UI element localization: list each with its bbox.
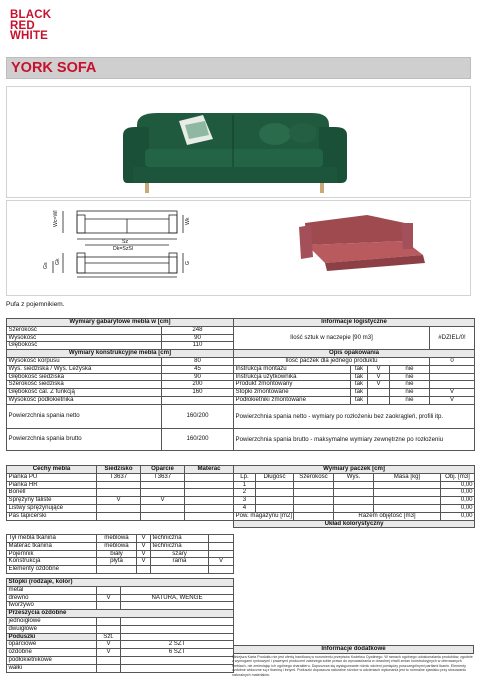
cell-siedzisko: T3637 [97,473,141,481]
product-title-bar [6,57,471,79]
cell-check [209,550,234,558]
table-row [7,586,234,594]
cell-value: 160 [162,389,234,397]
cell-desc [121,586,234,594]
cell-oparcie [141,504,185,512]
cell-oparcie [141,481,185,489]
cell-option-a: meblowa [97,535,137,543]
cell-obj: 0,00 [441,504,475,512]
cell-label: Produkt zmontowany [234,381,351,389]
cell-check [368,389,390,397]
table-row [7,512,234,520]
cell-lp: 4 [234,504,256,512]
kolorystyka-header: Układ kolorystyczny [234,520,475,528]
table-row [7,649,234,657]
cell-label: Szerokość siedziska [7,381,162,389]
cell-label: oparciowe [7,641,97,649]
cell-check [209,542,234,550]
cell-desc: NATURA, WENGE [121,594,234,602]
cell-oparcie [141,512,185,520]
table-row [7,326,234,334]
table-row [7,617,234,625]
cell-option-a: meblowa [97,542,137,550]
accessories-table [6,578,234,673]
cell-obj: 0,00 [441,497,475,505]
cell-check [97,602,121,610]
konstrukcyjne-header: Wymiary konstrukcyjne mebla [cm] [7,350,234,358]
pow-magazynu-label: Pow. magazynu [m2] [235,512,293,519]
table-row [234,504,475,512]
cell-tak: tak [351,373,368,381]
cell-value: 110 [162,342,234,350]
cell-check: V [137,535,151,543]
gabaryty-header-row [7,319,234,327]
cell-label: Wysokość podłokietnika [7,396,162,404]
cell-materac [185,504,234,512]
przeszycia-header: Przeszycia ozdobne [7,610,234,618]
cell-value: 90 [162,373,234,381]
table-row [234,497,475,505]
cell-check: V [97,594,121,602]
cell-check: V [430,389,475,397]
table-row [234,396,475,404]
cell-label: Pas tapicerski [7,512,97,520]
table-row [7,625,234,633]
diagram-gk-label: Gk [55,258,61,265]
cell-oparcie [141,489,185,497]
table-row [234,481,475,489]
cell-label: Konstrukcja [7,558,97,566]
cell-value: 200 [162,381,234,389]
razem-objetosc-label: Razem objętość [m3] [334,512,441,520]
cell-count: 6 SZT [121,649,234,657]
cell-value: 80 [162,357,234,365]
cell-label: Wysokość [7,334,162,342]
cell-tak: tak [351,381,368,389]
opakowanie-header-row [234,350,475,358]
cell-lp: 3 [234,497,256,505]
col-lp: Lp. [234,473,256,481]
table-row [7,656,234,664]
paczki-cols-row [234,473,475,481]
diagram-sz-label: Sz [122,239,129,245]
table-row [7,641,234,649]
brutto-note: Powierzchnia spania brutto - maksymalne wymiary zewnętrzne po rozłożeniu [234,428,475,450]
cell-option-a: płyta [97,558,137,566]
col-szerokosc: Szerokość [294,473,334,481]
cell-label: jednoigłowe [7,617,97,625]
kolorystyka-header-row [234,520,475,528]
cell-label: Głębokość [7,342,162,350]
paczki-header: Wymiary paczek [cm] [234,466,475,474]
table-row [234,381,475,389]
cell-desc [121,602,234,610]
cell-tak: tak [351,365,368,373]
cell-label: Pianka HR [7,481,97,489]
diagram-wk-label: Wk [185,217,191,225]
table-row [234,357,475,365]
cell-label: ozdobne [7,649,97,657]
poduszki-header: Poduszki [7,633,97,641]
cell-count [121,664,234,672]
product-photo [6,86,471,198]
spanie-netto-value: 160/200 [162,404,234,428]
stopki-header: Stopki (rodzaje, kolor) [7,579,234,587]
cell-label: Wysokość korpusu [7,357,162,365]
cell-check [97,664,121,672]
cell-label: dwuigłowe [7,625,97,633]
cell-obj: 0,00 [441,481,475,489]
logistyka-header: Informacje logistyczne [234,319,475,327]
cell-lp: 2 [234,489,256,497]
logistics-table [233,318,475,451]
table-row [7,550,234,558]
cell-check: V [368,373,390,381]
cell-check [97,656,121,664]
diagram-wc-label: Wc=Wl [53,210,59,227]
cell-materac [185,489,234,497]
cell-option-b: techniczna [151,542,209,550]
col-dlugosc: Długość [256,473,294,481]
brand-logo [10,10,51,42]
cell-siedzisko [97,512,141,520]
opakowanie-header: Opis opakowania [234,350,475,358]
cell-option-a: biały [97,550,137,558]
logistyka-label: Ilość sztuk w naczepie [90 m3] [234,326,430,349]
netto-note: Powierzchnia spania netto - wymiary po rozłożeniu bez zaokrągleń, profili itp. [234,404,475,428]
cell-check [430,365,475,373]
col-obj: Obj. [m3] [441,473,475,481]
cell-label: Pianka PU [7,473,97,481]
cell-check [97,586,121,594]
cell-check [430,381,475,389]
cell-check: V [368,381,390,389]
cell-siedzisko [97,504,141,512]
stopki-header-row [7,579,234,587]
cell-label: Instrukcja montażu [234,365,351,373]
product-title: YORK SOFA [11,60,97,76]
table-row [7,342,234,350]
razem-objetosc-value: 0,00 [441,512,475,520]
dimensions-table [6,318,234,451]
cechy-header-materac: Materac [185,466,234,474]
cell-count [121,656,234,664]
cell-check: V [137,550,151,558]
cell-option-b: techniczna [151,535,209,543]
diagram-g-label: G [185,260,191,265]
cell-check [209,535,234,543]
table-row [7,381,234,389]
cell-label: Sprężyny faliste [7,497,97,505]
cell-value [162,396,234,404]
cell-label: Stopki zmontowane [234,389,351,397]
cell-nie: nie [390,389,430,397]
cell-check: V [137,558,151,566]
spanie-brutto-label: Powierzchnia spania brutto [7,428,162,450]
cell-value: 248 [162,326,234,334]
cell-nie: nie [390,396,430,404]
table-row [7,404,234,428]
table-row [7,396,234,404]
poduszki-header-row [7,633,234,641]
brand-line-1: BLACK [10,9,52,21]
table-row [234,389,475,397]
table-row [7,664,234,672]
table-row [7,428,234,450]
cell-label: podłokietnikowe [7,656,97,664]
table-row [7,489,234,497]
table-row [7,389,234,397]
cell-check: V [430,396,475,404]
features-table [6,465,234,521]
table-row [234,373,475,381]
package-dimensions-table [233,465,475,528]
cell-obj: 0,00 [441,489,475,497]
table-row [234,365,475,373]
table-row [7,334,234,342]
table-row [7,535,234,543]
col-masa: Masa [kg] [374,473,441,481]
paczki-count-value: 0 [430,357,475,365]
cell-check: V [209,558,234,566]
table-row [7,566,234,574]
spanie-brutto-value: 160/200 [162,428,234,450]
cell-materac [185,481,234,489]
cell-check [97,617,121,625]
cell-tak: tak [351,396,368,404]
paczki-header-row [234,466,475,474]
cell-label: Podłokietniki zmontowane [234,396,351,404]
konstrukcyjne-header-row [7,350,234,358]
cell-materac [185,473,234,481]
cell-label: Pojemnik [7,550,97,558]
product-caption: Pufa z pojemnikiem. [6,301,65,308]
cell-oparcie: V [141,497,185,505]
gabaryty-header: Wymiary gabarytowe mebla w [cm] [7,319,234,327]
table-row [7,357,234,365]
logistyka-value: #DZIEL/0! [430,326,475,349]
table-row [7,602,234,610]
cell-nie: nie [390,373,430,381]
fabric-table [6,534,234,574]
additional-info-table [233,645,474,654]
cell-option-b: rama [151,558,209,566]
cell-check: V [137,542,151,550]
diagram-dk-label: Dk=SzSl [113,246,134,252]
cell-check [97,625,121,633]
cell-label: Głębokość cal. Z funkcją [7,389,162,397]
cell-label: tworzywo [7,602,97,610]
table-row [234,489,475,497]
cell-label: Listwy sprężynujące [7,504,97,512]
cell-siedzisko [97,489,141,497]
cell-label: Bonell [7,489,97,497]
cechy-header-label: Cechy mebla [7,466,97,474]
cell-label: Głębokość siedziska [7,373,162,381]
cechy-header-oparcie: Oparcie [141,466,185,474]
cell-check [368,396,390,404]
cell-check: V [97,649,121,657]
logistyka-header-row [234,319,475,327]
legal-disclaimer: Niniejsza Karta Produktu nie jest ofertą handlową w rozumieniu przepisów Kodeksu Cywilnego. W ramach ogólnego udoskonalania produktów, zgodnie z wymogami rynkowymi i prawnymi producent zastrzega sobie prawo do wprowadzania w dowolnej chwili zmian konstrukcyjnych w oferowanych meblach, nie zmieniając ich ogólnego charakteru. Dopuszcza się występowanie różnic odcieni pomiędzy poszczególnymi partiami tkanin. Elementy ozdobne widoczne są z tkaniną i innymi. Poduszki dopuszcza naturalne różnice w odcieniach wykonania jest to normalne zjawisko przy stosowaniu naturalnych materiałów. [232,655,473,677]
sofa-bed-illustration [299,215,425,271]
table-row [7,504,234,512]
table-row [7,542,234,550]
table-row [234,326,475,349]
cell-label: wałki [7,664,97,672]
cell-siedzisko [97,481,141,489]
paczki-count-label: Ilość paczek dla jednego produktu [234,357,430,365]
cell-label: Tył mebla tkanina [7,535,97,543]
table-row [234,512,475,520]
dodatkowe-header-row [234,646,474,654]
cell-label: Materac tkanina [7,542,97,550]
diagram-gs-label: Gs [43,262,49,269]
przeszycia-header-row [7,610,234,618]
cell-label: drewno [7,594,97,602]
table-row [7,497,234,505]
cell-label: Wys. siedziska / Wys. Leżyska [7,365,162,373]
cell-label: Instrukcja użytkownika [234,373,351,381]
cell-value: 90 [162,334,234,342]
table-row [7,481,234,489]
dodatkowe-header: Informacje dodatkowe [234,646,474,654]
cechy-header-row [7,466,234,474]
cell-siedzisko: V [97,497,141,505]
cell-nie: nie [390,381,430,389]
brand-line-3: WHITE [10,30,49,42]
cell-nie: nie [390,365,430,373]
brand-line-2: RED [10,19,35,32]
cell-label: Elementy ozdobne [7,566,97,574]
table-row [234,404,475,428]
cell-check: V [368,365,390,373]
table-row [7,473,234,481]
sofa-illustration [7,87,472,199]
cechy-header-siedzisko: Siedzisko [97,466,141,474]
cell-label: Szerokość [7,326,162,334]
dimension-diagram-section [6,200,471,296]
table-row [7,594,234,602]
table-row [234,428,475,450]
cell-lp: 1 [234,481,256,489]
cell-check: V [97,641,121,649]
table-row [7,558,234,566]
cell-option-b: szary [151,550,209,558]
spanie-netto-label: Powierzchnia spania netto [7,404,162,428]
dimension-diagram [7,201,472,297]
cell-label: metal [7,586,97,594]
table-row [7,373,234,381]
col-wys: Wys. [334,473,374,481]
cell-tak: tak [351,389,368,397]
cell-materac [185,497,234,505]
cell-check [430,373,475,381]
cell-value: 45 [162,365,234,373]
cell-oparcie: T3637 [141,473,185,481]
poduszki-szt-label: Szt. [97,633,121,641]
table-row [7,365,234,373]
cell-materac [185,512,234,520]
cell-count: 2 SZT [121,641,234,649]
